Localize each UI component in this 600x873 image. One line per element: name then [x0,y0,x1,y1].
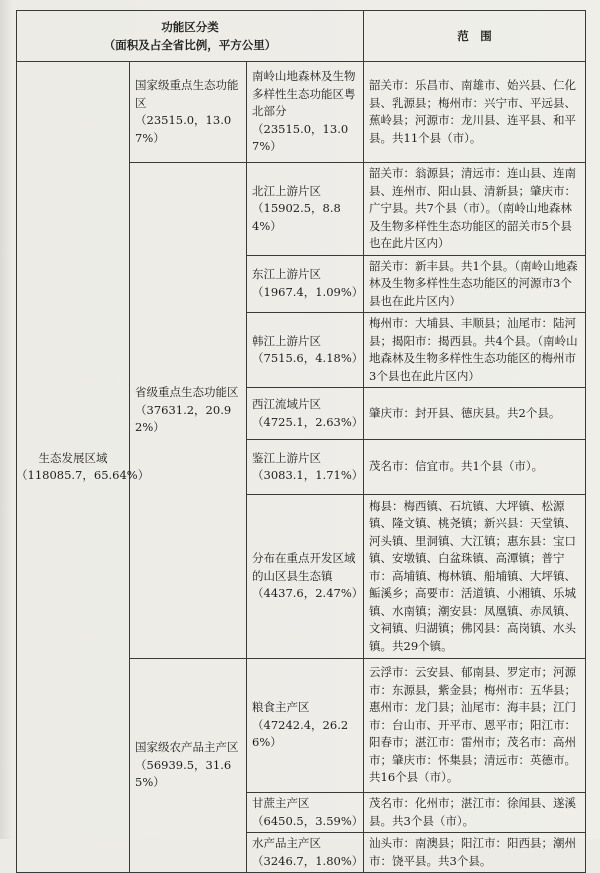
scope-cell: 韶关市：乐昌市、南雄市、始兴县、仁化县、乳源县；梅州市：兴宁市、平远县、蕉岭县；河源市：龙川县、连平县、和平县。共11个县（市）。 [364,62,586,163]
table-header-row [17,11,586,62]
subzone-stats: （6450.5，3.59%） [252,813,364,828]
subzone-name: 粮食主产区 [252,700,310,715]
subzone-stats: （4725.1，2.63%） [252,414,364,429]
subzone-name: 韩江上游片区 [252,333,321,348]
scope-cell: 云浮市：云安县、郁南县、罗定市；河源市：东源县，紫金县；梅州市：五华县；惠州市：龙门县；汕尾市：海丰县；江门市：台山市、开平市、恩平市；阳江市：阳春市；湛江市：雷州市；茂名市：高州市；肇庆市：怀集县；清远市：英德市。共16个县（市）。 [364,659,586,793]
subzone-name: 东江上游片区 [252,267,321,282]
header-classification-title: 功能区分类 [161,20,219,34]
group-cell [130,659,247,873]
subzone-cell [247,793,364,833]
subzone-name: 甘蔗主产区 [252,796,310,810]
subzone-name: 北江上游片区 [252,183,321,198]
subzone-stats: （3083.1，1.71%） [252,468,364,482]
functional-zone-table [16,10,586,873]
group-cell [130,62,247,163]
subzone-name: 分布在重点开发区域的山区县生态镇 [252,551,356,583]
subzone-cell [247,440,364,495]
subzone-cell [247,255,364,313]
subzone-cell [247,313,364,388]
group-stats: （56939.5，31.65%） [135,757,232,790]
subzone-stats: （1967.4，1.09%） [252,284,364,299]
group-name: 国家级农产品主产区 [135,740,239,755]
header-classification [17,11,364,62]
scope-cell: 茂名市：信宜市。共1个县（市）。 [364,440,586,495]
subzone-cell [247,62,364,163]
scope-cell: 肇庆市：封开县、德庆县。共2个县。 [364,388,586,440]
subzone-name: 西江流域片区 [252,397,321,411]
subzone-stats: （15902.5，8.84%） [252,201,341,233]
subzone-cell [247,495,364,659]
subzone-stats: （7515.6，4.18%） [252,351,364,365]
group-cell [130,163,247,659]
subzone-cell [247,388,364,440]
table-row [17,62,586,163]
scope-cell: 梅州市：大埔县、丰顺县；汕尾市：陆河县；揭阳市：揭西县。共4个县。（南岭山地森林及生物多样性生态功能区的梅州市3个县也在此片区内） [364,313,586,388]
subzone-name: 鉴江上游片区 [252,450,321,465]
subzone-name: 南岭山地森林及生物多样性生态功能区粤北部分 [252,69,356,119]
header-scope: 范 围 [364,11,586,62]
level1-cell [16,62,150,873]
level1-stats: （118085.7，65.64%） [16,468,150,482]
group-stats: （23515.0，13.07%） [135,113,232,145]
subzone-stats: （47242.4，26.26%） [252,717,349,750]
group-stats: （37631.2，20.92%） [135,402,232,435]
group-name: 国家级重点生态功能区 [135,78,239,110]
group-name: 省级重点生态功能区 [135,385,239,400]
level1-name: 生态发展区域 [38,450,108,465]
scope-cell: 韶关市：新丰县。共1个县。（南岭山地森林及生物多样性生态功能区的河源市3个县也在此片区内） [364,255,586,313]
subzone-name: 水产品主产区 [252,836,321,850]
header-classification-subtitle: （面积及占全省比例，平方公里） [103,38,277,52]
scope-cell: 茂名市：化州市；湛江市：徐闻县、遂溪县。共3个县（市）。 [364,793,586,833]
subzone-cell [247,659,364,793]
subzone-cell [247,163,364,256]
subzone-stats: （23515.0，13.07%） [252,121,349,154]
scope-cell: 韶关市：翁源县；清远市：连山县、连南县、连州市、阳山县、清新县；肇庆市：广宁县。共7个县（市）。（南岭山地森林及生物多样性生态功能区的韶关市5个县也在此片区内） [364,163,586,256]
subzone-stats: （4437.6，2.47%） [252,586,364,601]
scope-cell: 梅县：梅西镇、石坑镇、大坪镇、松源镇、隆文镇、桃尧镇；新兴县：天堂镇、河头镇、里洞镇、大江镇；惠东县：宝口镇、安墩镇、白盆珠镇、高潭镇；普宁市：高埔镇、梅林镇、船埔镇、大坪镇、鲘溪乡；高要市：活道镇、小湘镇、乐城镇、水南镇；潮安县：凤凰镇、赤凤镇、文祠镇、归湖镇；佛冈县：高岗镇、水头镇。共29个镇。 [364,495,586,659]
scope-cell: 汕头市：南澳县；阳江市：阳西县；潮州市：饶平县。共3个县。 [364,833,586,873]
subzone-stats: （3246.7，1.80%） [252,853,364,868]
